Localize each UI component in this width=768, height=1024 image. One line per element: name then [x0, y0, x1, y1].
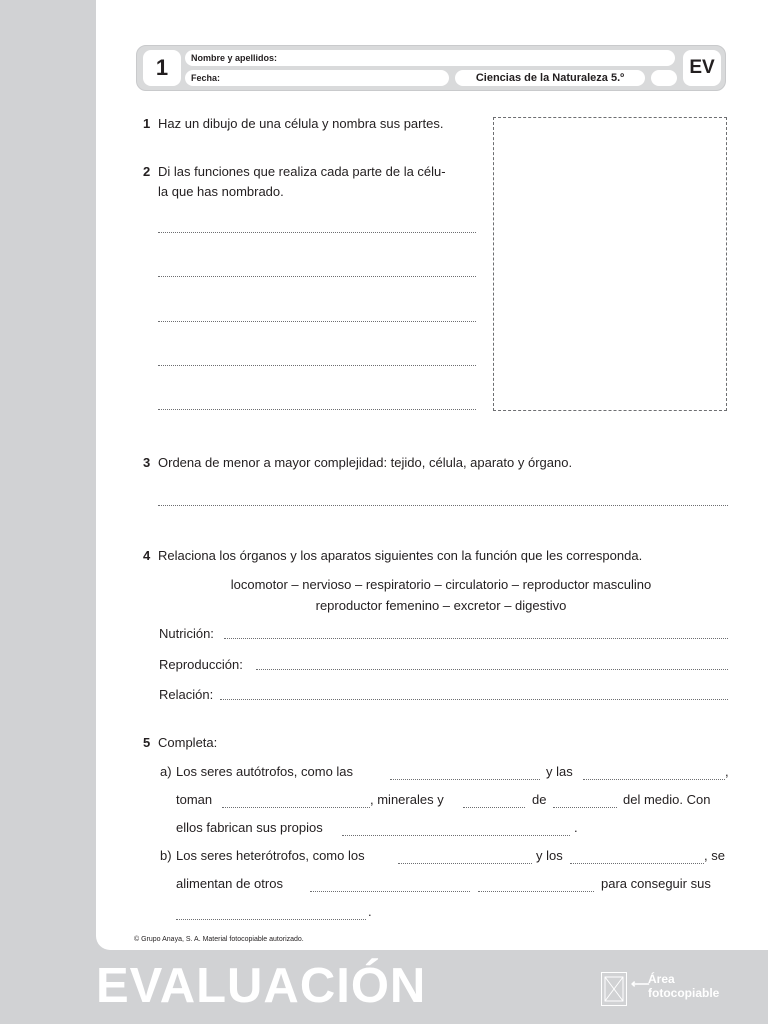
question-2	[143, 162, 446, 202]
name-field[interactable]	[185, 50, 675, 66]
text-segment: .	[368, 904, 372, 919]
worksheet-page	[96, 0, 768, 950]
text-segment: y las	[546, 764, 573, 779]
question-4	[143, 546, 643, 566]
header-blank-field	[651, 70, 677, 86]
text-segment: del medio. Con	[623, 792, 711, 807]
blank[interactable]	[176, 919, 366, 920]
blank[interactable]	[570, 863, 704, 864]
question-3	[143, 453, 573, 473]
exercise-5b-line3	[176, 904, 728, 924]
exercise-5a-line3	[176, 820, 728, 840]
name-label: Nombre y apellidos:	[191, 53, 278, 63]
answer-line[interactable]	[158, 276, 476, 277]
arrow-left-icon: ⟵	[631, 976, 650, 991]
question-number: 5	[143, 735, 151, 750]
marker-b: b)	[160, 848, 172, 863]
blank[interactable]	[390, 779, 540, 780]
label-nutricion: Nutrición:	[159, 626, 214, 641]
subject-label: Ciencias de la Naturaleza 5.º	[455, 70, 645, 86]
question-number: 4	[143, 548, 151, 563]
word-bank-line1: locomotor – nervioso – respiratorio – circulatorio – reproductor masculino	[230, 577, 652, 592]
question-text-line1: Di las funciones que realiza cada parte de la célu-	[158, 164, 446, 179]
text-segment: y los	[536, 848, 563, 863]
badge-line1: Área	[648, 972, 675, 986]
blank[interactable]	[583, 779, 725, 780]
exercise-5a-line1	[160, 764, 728, 784]
text-segment: , se	[704, 848, 725, 863]
answer-line[interactable]	[256, 669, 728, 670]
header-bar	[136, 45, 726, 91]
blank[interactable]	[478, 891, 594, 892]
unit-number: 1	[143, 50, 181, 86]
text-segment: Los seres autótrofos, como las	[176, 764, 354, 779]
question-number: 3	[143, 455, 151, 470]
text-segment: Los seres heterótrofos, como los	[176, 848, 365, 863]
question-number: 1	[143, 116, 151, 131]
blank[interactable]	[310, 891, 470, 892]
question-number: 2	[143, 164, 151, 179]
text-segment: alimentan de otros	[176, 876, 283, 891]
text-segment: , minerales y	[370, 792, 444, 807]
copyright-notice: © Grupo Anaya, S. A. Material fotocopiable autorizado.	[134, 936, 304, 943]
question-1	[143, 114, 444, 134]
blank[interactable]	[398, 863, 532, 864]
badge-line2: fotocopiable	[648, 986, 720, 1000]
answer-line[interactable]	[158, 505, 728, 506]
text-segment: ellos fabrican sus propios	[176, 820, 323, 835]
blank[interactable]	[342, 835, 570, 836]
question-text: Haz un dibujo de una célula y nombra sus partes.	[158, 116, 444, 131]
drawing-box[interactable]	[493, 117, 727, 411]
date-label: Fecha:	[191, 73, 221, 83]
blank[interactable]	[222, 807, 370, 808]
answer-line[interactable]	[158, 232, 476, 233]
answer-line[interactable]	[158, 409, 476, 410]
blank[interactable]	[553, 807, 617, 808]
answer-line[interactable]	[224, 638, 728, 639]
date-field[interactable]	[185, 70, 449, 86]
label-reproduccion: Reproducción:	[159, 657, 243, 672]
question-text: Ordena de menor a mayor complejidad: tejido, célula, aparato y órgano.	[158, 455, 573, 470]
answer-line[interactable]	[220, 699, 728, 700]
question-text-line2: la que has nombrado.	[158, 184, 284, 199]
blank[interactable]	[463, 807, 525, 808]
label-relacion: Relación:	[159, 687, 214, 702]
question-5	[143, 733, 218, 753]
text-segment: de	[532, 792, 547, 807]
text-segment: .	[574, 820, 578, 835]
answer-line[interactable]	[158, 321, 476, 322]
exercise-5b-line2	[176, 876, 728, 896]
page-icon	[601, 972, 627, 1006]
text-segment: para conseguir sus	[601, 876, 711, 891]
question-text: Relaciona los órganos y los aparatos siguientes con la función que les corresponda.	[158, 548, 643, 563]
question-text: Completa:	[158, 735, 218, 750]
badge-text	[648, 972, 719, 1000]
text-segment: toman	[176, 792, 213, 807]
photocopiable-badge	[601, 970, 741, 1010]
text-segment: ,	[725, 764, 729, 779]
marker-a: a)	[160, 764, 172, 779]
exercise-5b-line1	[160, 848, 728, 868]
exercise-5a-line2	[176, 792, 728, 812]
word-bank-line2: reproductor femenino – excretor – digestivo	[315, 598, 567, 613]
evaluation-badge: EV	[683, 50, 721, 86]
footer-title: EVALUACIÓN	[96, 959, 427, 1013]
answer-line[interactable]	[158, 365, 476, 366]
